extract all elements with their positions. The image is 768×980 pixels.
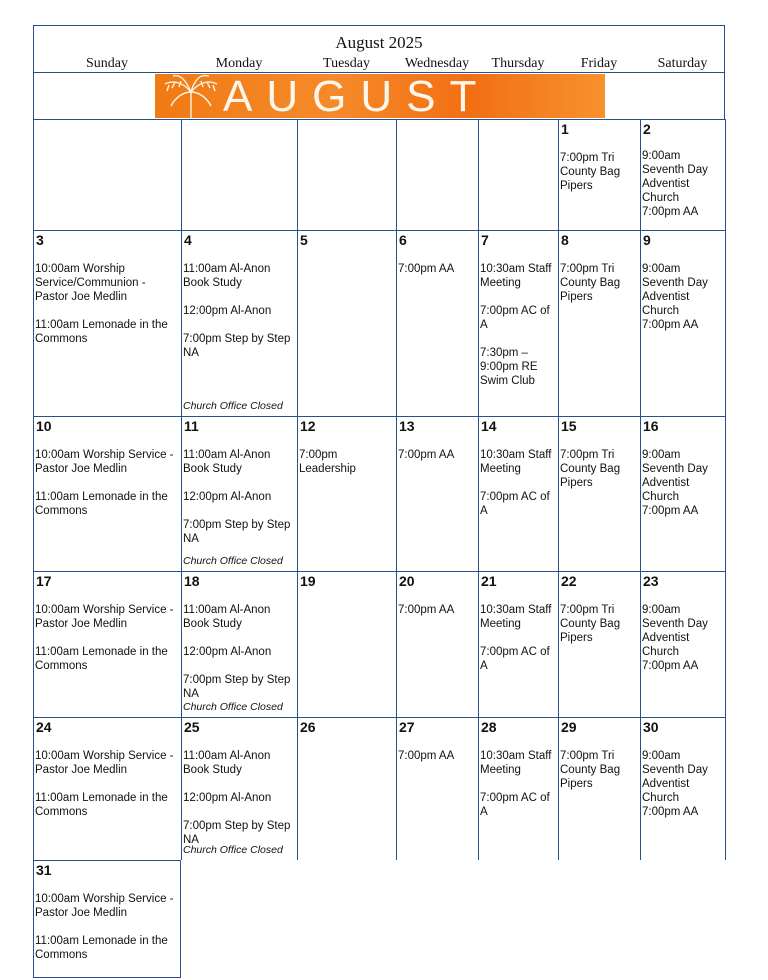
day-header-thursday: Thursday bbox=[491, 56, 545, 71]
calendar-event[interactable]: 10:00am Worship Service - Pastor Joe Medlin bbox=[35, 893, 174, 919]
day-number: 31 bbox=[36, 862, 52, 878]
day-number: 7 bbox=[481, 232, 489, 248]
calendar-event[interactable]: 10:00am Worship Service - Pastor Joe Medlin bbox=[35, 449, 174, 475]
day-number: 21 bbox=[481, 573, 497, 589]
day-header-sunday: Sunday bbox=[86, 56, 128, 71]
day-number: 29 bbox=[561, 719, 577, 735]
calendar-event[interactable]: 7:00pm Step by Step NA bbox=[183, 333, 291, 359]
day-cell[interactable] bbox=[33, 571, 181, 717]
day-cell[interactable] bbox=[478, 717, 558, 860]
day-cell[interactable] bbox=[558, 416, 640, 571]
day-number: 26 bbox=[300, 719, 316, 735]
calendar-event[interactable]: 7:30pm – 9:00pm RE Swim Club bbox=[480, 347, 538, 387]
calendar-event[interactable]: 7:00pm AA bbox=[398, 750, 455, 762]
calendar-event[interactable]: 12:00pm Al-Anon bbox=[183, 305, 272, 317]
day-cell[interactable] bbox=[297, 230, 396, 416]
day-number: 3 bbox=[36, 232, 44, 248]
day-cell[interactable] bbox=[558, 717, 640, 860]
calendar-title: August 2025 bbox=[335, 33, 423, 52]
day-number: 17 bbox=[36, 573, 52, 589]
calendar-event[interactable]: 7:00pm Step by Step NA bbox=[183, 820, 291, 846]
day-number: 13 bbox=[399, 418, 415, 434]
calendar-event[interactable]: 7:00pm Tri County Bag Pipers bbox=[560, 604, 621, 644]
day-cell[interactable] bbox=[297, 571, 396, 717]
day-number: 2 bbox=[643, 121, 651, 137]
calendar-event[interactable]: 7:00pm Tri County Bag Pipers bbox=[560, 152, 621, 192]
calendar-event[interactable]: 7:00pm Tri County Bag Pipers bbox=[560, 449, 621, 489]
day-number: 18 bbox=[184, 573, 200, 589]
calendar-event[interactable]: 7:00pm Step by Step NA bbox=[183, 674, 291, 700]
calendar-event[interactable]: 7:00pm AA bbox=[398, 604, 455, 616]
day-number: 24 bbox=[36, 719, 52, 735]
calendar-event[interactable]: 9:00am Seventh Day Adventist Church bbox=[642, 604, 708, 658]
calendar-event[interactable]: 12:00pm Al-Anon bbox=[183, 646, 272, 658]
day-cell[interactable] bbox=[640, 230, 725, 416]
calendar-event[interactable]: 11:00am Al-Anon Book Study bbox=[183, 604, 271, 630]
calendar-event[interactable]: 7:00pm AC of A bbox=[480, 792, 550, 818]
office-closed-note: Church Office Closed bbox=[183, 555, 283, 567]
day-number: 20 bbox=[399, 573, 415, 589]
day-cell[interactable] bbox=[297, 119, 396, 230]
day-number: 5 bbox=[300, 232, 308, 248]
day-number: 15 bbox=[561, 418, 577, 434]
calendar-event[interactable]: 9:00am Seventh Day Adventist Church bbox=[642, 150, 708, 204]
calendar-event[interactable]: 7:00pm AC of A bbox=[480, 305, 550, 331]
calendar-event[interactable]: 11:00am Al-Anon Book Study bbox=[183, 449, 271, 475]
office-closed-note: Church Office Closed bbox=[183, 400, 283, 412]
day-number: 25 bbox=[184, 719, 200, 735]
day-cell[interactable] bbox=[558, 119, 640, 230]
calendar-event[interactable]: 11:00am Lemonade in the Commons bbox=[35, 646, 168, 672]
day-header-tuesday: Tuesday bbox=[323, 56, 370, 71]
calendar-event[interactable]: 7:00pm AC of A bbox=[480, 491, 550, 517]
day-cell[interactable] bbox=[181, 717, 297, 860]
calendar-event[interactable]: 7:00pm AA bbox=[642, 319, 699, 331]
day-cell[interactable] bbox=[396, 416, 478, 571]
calendar-event[interactable]: 7:00pm AA bbox=[642, 206, 699, 218]
calendar-event[interactable]: 10:00am Worship Service - Pastor Joe Medlin bbox=[35, 750, 174, 776]
day-cell[interactable] bbox=[33, 717, 181, 860]
day-number: 12 bbox=[300, 418, 316, 434]
calendar-event[interactable]: 7:00pm Leadership bbox=[299, 449, 356, 475]
day-number: 22 bbox=[561, 573, 577, 589]
day-header-wednesday: Wednesday bbox=[404, 56, 470, 71]
day-number: 16 bbox=[643, 418, 659, 434]
day-number: 4 bbox=[184, 232, 192, 248]
calendar-event[interactable]: 10:30am Staff Meeting bbox=[480, 750, 552, 776]
calendar-event[interactable]: 9:00am Seventh Day Adventist Church bbox=[642, 263, 708, 317]
day-cell[interactable] bbox=[181, 416, 297, 571]
day-cell[interactable] bbox=[640, 119, 725, 230]
calendar-event[interactable]: 12:00pm Al-Anon bbox=[183, 491, 272, 503]
calendar-event[interactable]: 11:00am Lemonade in the Commons bbox=[35, 491, 168, 517]
calendar-event[interactable]: 7:00pm AA bbox=[398, 449, 455, 461]
calendar-event[interactable]: 12:00pm Al-Anon bbox=[183, 792, 272, 804]
day-cell[interactable] bbox=[478, 230, 558, 416]
calendar-event[interactable]: 7:00pm Tri County Bag Pipers bbox=[560, 263, 621, 303]
calendar-event[interactable]: 7:00pm AC of A bbox=[480, 646, 550, 672]
calendar-event[interactable]: 7:00pm AA bbox=[642, 806, 699, 818]
day-cell[interactable] bbox=[297, 416, 396, 571]
day-cell[interactable] bbox=[478, 416, 558, 571]
day-number: 10 bbox=[36, 418, 52, 434]
day-number: 27 bbox=[399, 719, 415, 735]
grid-column-line bbox=[725, 119, 726, 860]
calendar-event[interactable]: 7:00pm AA bbox=[398, 263, 455, 275]
calendar-event[interactable]: 7:00pm AA bbox=[642, 505, 699, 517]
day-header-monday: Monday bbox=[215, 56, 263, 71]
banner-month-text: AUGUST bbox=[223, 74, 491, 118]
day-cell[interactable] bbox=[297, 717, 396, 860]
calendar-event[interactable]: 10:00am Worship Service - Pastor Joe Medlin bbox=[35, 604, 174, 630]
day-cell[interactable] bbox=[33, 416, 181, 571]
day-number: 30 bbox=[643, 719, 659, 735]
day-number: 23 bbox=[643, 573, 659, 589]
day-cell[interactable] bbox=[396, 119, 478, 230]
palm-tree-icon bbox=[161, 74, 221, 118]
office-closed-note: Church Office Closed bbox=[183, 844, 283, 856]
calendar-event[interactable]: 9:00am Seventh Day Adventist Church bbox=[642, 750, 708, 804]
calendar-event[interactable]: 10:30am Staff Meeting bbox=[480, 263, 552, 289]
day-cell[interactable] bbox=[640, 717, 725, 860]
day-cell[interactable] bbox=[478, 119, 558, 230]
day-cell[interactable] bbox=[558, 230, 640, 416]
day-cell[interactable] bbox=[640, 571, 725, 717]
calendar-event[interactable]: 11:00am Lemonade in the Commons bbox=[35, 792, 168, 818]
calendar-event[interactable]: 10:30am Staff Meeting bbox=[480, 449, 552, 475]
calendar-event[interactable]: 10:30am Staff Meeting bbox=[480, 604, 552, 630]
calendar-event[interactable]: 7:00pm Tri County Bag Pipers bbox=[560, 750, 621, 790]
calendar-event[interactable]: 7:00pm Step by Step NA bbox=[183, 519, 291, 545]
day-cell[interactable] bbox=[478, 571, 558, 717]
office-closed-note: Church Office Closed bbox=[183, 701, 283, 713]
day-cell[interactable] bbox=[558, 571, 640, 717]
day-number: 1 bbox=[561, 121, 569, 137]
day-cell[interactable] bbox=[640, 416, 725, 571]
day-header-friday: Friday bbox=[580, 56, 618, 71]
last-row-cell-frame bbox=[33, 860, 181, 978]
calendar-event[interactable]: 9:00am Seventh Day Adventist Church bbox=[642, 449, 708, 503]
calendar-event[interactable]: 11:00am Al-Anon Book Study bbox=[183, 263, 271, 289]
day-number: 28 bbox=[481, 719, 497, 735]
calendar-event[interactable]: 11:00am Lemonade in the Commons bbox=[35, 319, 168, 345]
day-number: 8 bbox=[561, 232, 569, 248]
day-cell[interactable] bbox=[181, 119, 297, 230]
day-number: 19 bbox=[300, 573, 316, 589]
day-header-saturday: Saturday bbox=[657, 56, 708, 71]
day-cell[interactable] bbox=[396, 230, 478, 416]
day-number: 9 bbox=[643, 232, 651, 248]
day-cell[interactable] bbox=[396, 717, 478, 860]
month-banner bbox=[155, 74, 605, 118]
day-cell[interactable] bbox=[181, 571, 297, 717]
day-cell[interactable] bbox=[33, 119, 181, 230]
header-divider bbox=[33, 72, 725, 73]
day-number: 6 bbox=[399, 232, 407, 248]
calendar-event[interactable]: 11:00am Al-Anon Book Study bbox=[183, 750, 271, 776]
calendar-event[interactable]: 7:00pm AA bbox=[642, 660, 699, 672]
day-cell[interactable] bbox=[33, 230, 181, 416]
calendar-event[interactable]: 11:00am Lemonade in the Commons bbox=[35, 935, 168, 961]
day-number: 14 bbox=[481, 418, 497, 434]
day-number: 11 bbox=[184, 418, 199, 434]
calendar-event[interactable]: 10:00am Worship Service/Communion - Pastor Joe Medlin bbox=[35, 263, 146, 303]
day-cell[interactable] bbox=[396, 571, 478, 717]
day-cell[interactable] bbox=[181, 230, 297, 416]
